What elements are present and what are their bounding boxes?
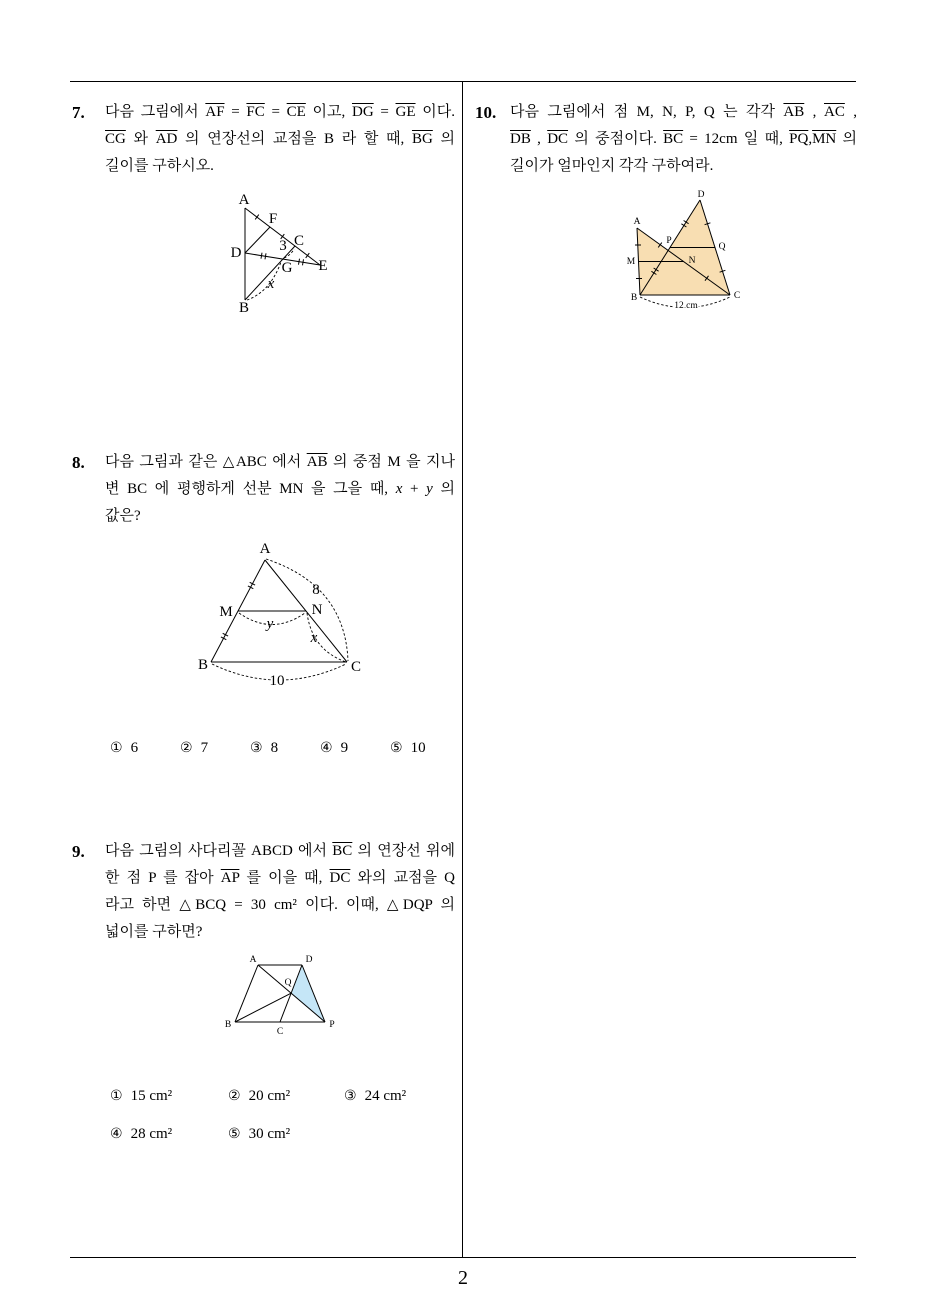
text-run: = 12cm 일 때, [683,131,790,147]
label-cg-length: 3 [279,238,287,254]
math-variable: x [395,481,403,497]
choice-mark: ④ [110,1126,123,1142]
choice-3[interactable] [250,738,278,758]
overlined-segment-name: $\overline{AB}$ [306,454,328,470]
label-c: C [276,1027,284,1037]
overlined-segment-name: $\overline{BC}$ [663,131,684,147]
label-b: B [630,293,638,303]
length-arc-ac [266,559,348,661]
choice-2[interactable] [180,738,208,758]
text-run: 라고 하면 △BCQ = 30 cm² 이다. 이때, △DQP 의 [105,897,455,913]
label-c: C [293,233,305,249]
overlined-segment-name: $\overline{DG}$ [351,104,374,120]
text-run: 값은? [105,508,141,524]
label-bc-length: 12 cm [674,301,698,311]
problem-text-line [105,892,455,919]
text-run: 의 연장선 위에 [352,843,455,859]
text-run: 이다. [415,104,455,120]
choice-value: 8 [270,740,279,756]
problem-text-line [105,153,455,180]
overlined-segment-name: $\overline{PQ}$ [789,131,809,147]
overlined-segment-name: $\overline{DC}$ [329,870,351,886]
choice-4[interactable] [110,1124,172,1144]
tick-dg [265,253,266,259]
text-run: 다음 그림에서 점 M, N, P, Q 는 각각 [510,104,784,120]
page-number: 2 [458,1267,468,1289]
label-p: P [666,236,672,246]
overlined-segment-name: $\overline{CE}$ [286,104,306,120]
choice-value: 30 cm² [248,1126,291,1142]
label-a: A [259,541,271,557]
label-bg-length: x [267,276,275,292]
line-df [245,227,270,253]
label-e: E [318,258,328,274]
choice-2[interactable] [228,1086,290,1106]
text-run: , [808,131,813,147]
problem-text-line [510,99,857,126]
text-run: 길이를 구하시오. [105,158,214,174]
problem-text-line [105,449,455,476]
text-run: 와의 교점을 Q [350,870,455,886]
choice-value: 6 [130,740,139,756]
problem-text-line [105,865,455,892]
overlined-segment-name: $\overline{AF}$ [205,104,225,120]
problem-9-number: 9. [72,842,85,861]
tick-ce [306,253,310,258]
choice-mark: ③ [250,740,263,756]
math-variable: y [426,481,433,497]
label-g: G [281,260,293,276]
label-c: C [733,291,741,301]
label-m: M [626,257,636,267]
choice-value: 15 cm² [130,1088,173,1104]
overlined-segment-name: $\overline{AB}$ [783,104,805,120]
problem-9-text [105,838,455,946]
problem-text-line [105,919,455,946]
top-rule [70,81,856,82]
label-b: B [197,657,209,673]
tick-ge [303,259,304,265]
choice-mark: ① [110,1088,123,1104]
choice-mark: ③ [344,1088,357,1104]
text-run: 넓이를 구하면? [105,924,203,940]
label-n: N [688,256,696,266]
label-bc-length: 10 [269,673,285,689]
choice-5[interactable] [390,738,426,758]
choice-3[interactable] [344,1086,406,1106]
choice-value: 20 cm² [248,1088,291,1104]
choice-mark: ② [228,1088,241,1104]
overlined-segment-name: $\overline{MN}$ [812,131,837,147]
problem-text-line [510,126,857,153]
label-a: A [238,192,250,208]
label-b: B [224,1020,232,1030]
text-run: 다음 그림의 사다리꼴 ABCD 에서 [105,843,333,859]
text-run: 다음 그림과 같은 △ABC 에서 [105,454,307,470]
label-b: B [238,300,250,316]
problem-7-text [105,99,455,180]
choice-value: 9 [340,740,349,756]
label-nc-length: x [310,630,318,646]
overlined-segment-name: $\overline{AP}$ [220,870,240,886]
text-run: 의 중점 M 을 지나 [327,454,456,470]
tick-ge [299,259,300,265]
overlined-segment-name: $\overline{BC}$ [332,843,353,859]
overlined-segment-name: $\overline{GE}$ [395,104,416,120]
text-run: , [844,104,857,120]
label-d: D [697,190,705,200]
overlined-segment-name: $\overline{BG}$ [411,131,433,147]
text-run: 의 [836,131,858,147]
choice-5[interactable] [228,1124,290,1144]
choice-4[interactable] [320,738,348,758]
bottom-rule [70,1257,856,1258]
problem-text-line [105,838,455,865]
text-run: 다음 그림에서 [105,104,206,120]
problem-text-line [510,153,857,180]
text-run: , [804,104,824,120]
label-a: A [633,217,641,227]
problem-text-line [105,99,455,126]
label-d: D [230,245,242,261]
choice-value: 10 [410,740,426,756]
problem-text-line [105,126,455,153]
choice-value: 28 cm² [130,1126,173,1142]
problem-8-text [105,449,455,530]
label-n: N [311,602,323,618]
text-run: 한 점 P 를 잡아 [105,870,221,886]
overlined-segment-name: $\overline{AC}$ [824,104,845,120]
choice-mark: ② [180,740,193,756]
problem-8-figure [195,538,370,698]
choice-mark: ⑤ [390,740,403,756]
column-divider [462,82,463,1258]
problem-9-figure [220,952,342,1040]
label-mn-length: y [266,616,274,632]
text-run: 길이가 얼마인지 각각 구하여라. [510,158,714,174]
overlined-segment-name: $\overline{FC}$ [246,104,265,120]
problem-7-number: 7. [72,103,85,122]
text-run: 를 이을 때, [239,870,330,886]
choice-value: 7 [200,740,209,756]
label-a: A [249,955,257,965]
problem-8-number: 8. [72,453,85,472]
label-ac-length: 8 [312,582,320,598]
text-run: 이고, [305,104,352,120]
line-bq [235,993,291,1022]
text-run: 의 연장선의 교점을 B 라 할 때, [177,131,412,147]
text-run: = [264,104,287,120]
choice-mark: ④ [320,740,333,756]
text-run: 의 [432,481,455,497]
text-run: = [373,104,396,120]
overlined-segment-name: $\overline{DB}$ [510,131,531,147]
label-f: F [268,211,278,227]
overlined-segment-name: $\overline{DC}$ [547,131,569,147]
choice-mark: ① [110,740,123,756]
problem-10-number: 10. [475,103,497,122]
problem-10-figure [620,188,750,313]
problem-7-figure [225,190,335,315]
choice-1[interactable] [110,738,138,758]
overlined-segment-name: $\overline{CG}$ [105,131,126,147]
problem-text-line [105,476,455,503]
problem-text-line [105,503,455,530]
overlined-segment-name: $\overline{AD}$ [155,131,178,147]
choice-mark: ⑤ [228,1126,241,1142]
text-run: 의 중점이다. [568,131,664,147]
text-run: 변 BC 에 평행하게 선분 MN 을 그을 때, [105,481,396,497]
label-q: Q [284,978,292,988]
text-run: 와 [125,131,156,147]
label-c: C [350,659,362,675]
label-m: M [219,604,233,620]
shaded-triangle-dqp [291,965,325,1022]
label-d: D [305,955,313,965]
length-brace-bg [247,262,281,300]
choice-1[interactable] [110,1086,172,1106]
line-ab [235,965,258,1022]
text-run: + [402,481,427,497]
line-ap [258,965,325,1022]
text-run: = [224,104,247,120]
label-p: P [329,1020,335,1030]
choice-value: 24 cm² [364,1088,407,1104]
text-run: , [530,131,548,147]
tick-dg [261,253,262,259]
text-run: 의 [432,131,455,147]
problem-10-text [510,99,857,180]
label-q: Q [718,242,726,252]
